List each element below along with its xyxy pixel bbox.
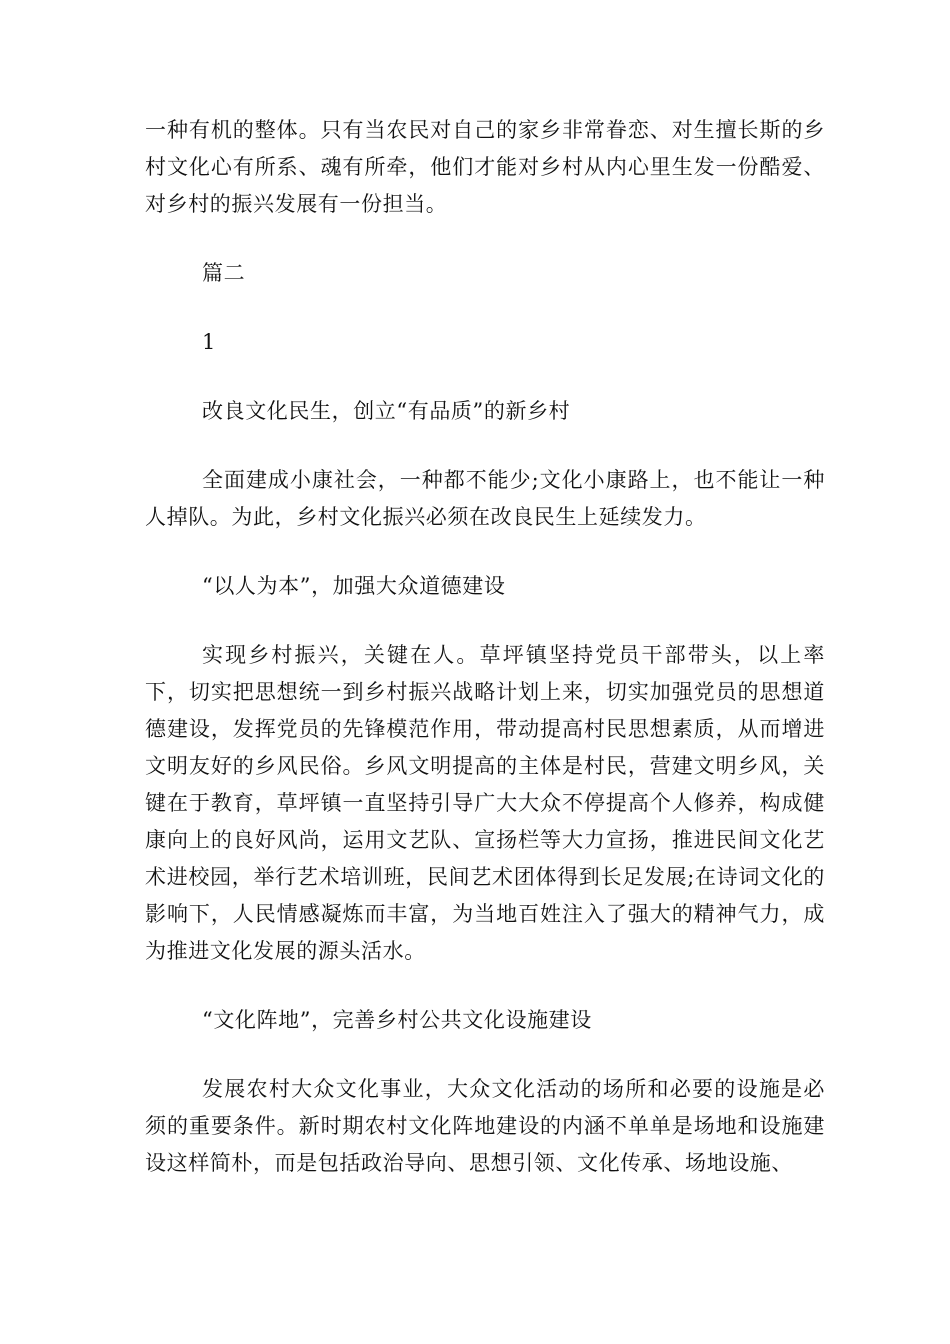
paragraph-continuation: 一种有机的整体。只有当农民对自己的家乡非常眷恋、对生擅长斯的乡村文化心有所系、魂有所牵，他们才能对乡村从内心里生发一份酷爱、对乡村的振兴发展有一份担当。 [145, 118, 825, 216]
paragraph-public-facilities: 发展农村大众文化事业，大众文化活动的场所和必要的设施是必须的重要条件。新时期农村文化阵地建设的内涵不单单是场地和设施建设这样简朴，而是包括政治导向、思想引领、文化传承、场地设施、 [145, 1077, 825, 1175]
paragraph-moral-building: 实现乡村振兴，关键在人。草坪镇坚持党员干部带头，以上率下，切实把思想统一到乡村振兴战略计划上来，切实加强党员的思想道德建设，发挥党员的先锋模范作用，带动提高村民思想素质，从而增进文明友好的乡风民俗。乡风文明提高的主体是村民，营建文明乡风，关键在于教育，草坪镇一直坚持引导广大大众不停提高个人修养，构成健康向上的良好风尚，运用文艺队、宣扬栏等大力宣扬，推进民间文化艺术进校园，举行艺术培训班，民间艺术团体得到长足发展;在诗词文化的影响下，人民情感凝炼而丰富，为当地百姓注入了强大的精神气力，成为推进文化发展的源头活水。 [145, 643, 825, 963]
subheading-culture-venues: “文化阵地”，完善乡村公共文化设施建设 [202, 1008, 592, 1032]
paragraph-intro: 全面建成小康社会，一种都不能少;文化小康路上，也不能让一种人掉队。为此，乡村文化振兴必须在改良民生上延续发力。 [145, 468, 825, 529]
subheading-people: “以人为本”，加强大众道德建设 [202, 574, 506, 598]
section-number: 1 [202, 330, 216, 354]
document-body [145, 112, 825, 1182]
section-title: 改良文化民生，创立“有品质”的新乡村 [202, 399, 571, 423]
section-label: 篇二 [202, 261, 246, 285]
